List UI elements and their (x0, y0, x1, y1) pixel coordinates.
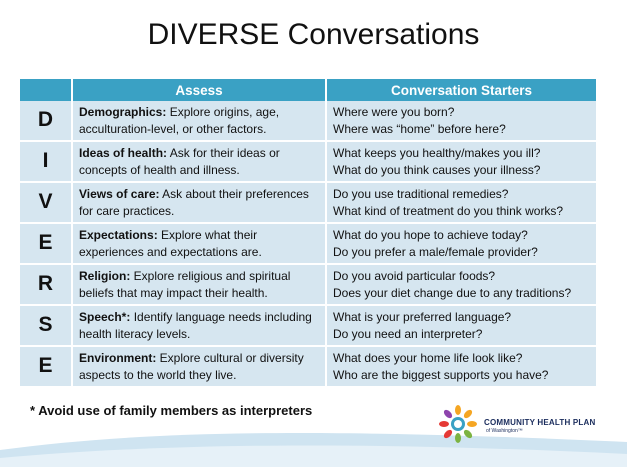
assess-label: Religion: (79, 269, 131, 283)
header-conversation-starters: Conversation Starters (326, 79, 596, 101)
starter-question-2: Do you need an interpreter? (333, 326, 483, 341)
assess-label: Views of care: (79, 187, 160, 201)
starters-cell (326, 101, 596, 141)
starter-question-2: Does your diet change due to any traditions? (333, 285, 572, 300)
table-row (20, 141, 596, 182)
starters-cell (326, 182, 596, 223)
header-assess: Assess (72, 79, 326, 101)
starter-question-1: What do you hope to achieve today? (333, 228, 528, 242)
diverse-table (20, 79, 596, 388)
starter-question-2: What kind of treatment do you think works? (333, 203, 564, 218)
starters-cell (326, 223, 596, 264)
starters-cell (326, 305, 596, 346)
starter-question-1: Do you use traditional remedies? (333, 187, 509, 201)
page-title: DIVERSE Conversations (147, 18, 480, 51)
assess-text: Identify language needs including health literacy levels. (79, 310, 312, 341)
assess-cell (72, 264, 326, 305)
assess-label: Demographics: (79, 105, 167, 119)
starter-question-2: Do you prefer a male/female provider? (333, 244, 538, 259)
starter-question-2: What do you think causes your illness? (333, 162, 541, 177)
community-health-plan-logo-icon (438, 404, 478, 444)
table-header-row (20, 79, 596, 101)
assess-label: Ideas of health: (79, 146, 168, 160)
logo-name: COMMUNITY HEALTH PLAN (484, 418, 596, 427)
assess-cell (72, 141, 326, 182)
assess-cell (72, 182, 326, 223)
assess-text: Explore origins, age, acculturation-level, or other factors. (79, 105, 280, 136)
starter-question-1: What keeps you healthy/makes you ill? (333, 146, 541, 160)
row-letter: V (20, 182, 72, 223)
starter-question-2: Who are the biggest supports you have? (333, 367, 549, 382)
table-row (20, 305, 596, 346)
table-row (20, 223, 596, 264)
row-letter: E (20, 346, 72, 387)
assess-label: Expectations: (79, 228, 158, 242)
starter-question-1: What is your preferred language? (333, 310, 512, 324)
assess-label: Speech*: (79, 310, 131, 324)
starters-cell (326, 141, 596, 182)
starter-question-2: Where was “home” before here? (333, 121, 506, 136)
row-letter: E (20, 223, 72, 264)
assess-text: Ask for their ideas or concepts of health and illness. (79, 146, 280, 177)
table-row (20, 182, 596, 223)
starter-question-1: What does your home life look like? (333, 351, 523, 365)
assess-text: Ask about their preferences for care practices. (79, 187, 309, 218)
footnote: * Avoid use of family members as interpreters (30, 403, 313, 418)
table-row (20, 264, 596, 305)
header-letter (20, 79, 72, 101)
row-letter: I (20, 141, 72, 182)
logo-subtitle: of Washington™ (486, 428, 523, 434)
starters-cell (326, 346, 596, 387)
assess-cell (72, 346, 326, 387)
assess-cell (72, 305, 326, 346)
starter-question-1: Do you avoid particular foods? (333, 269, 496, 283)
row-letter: S (20, 305, 72, 346)
assess-text: Explore religious and spiritual beliefs that may impact their health. (79, 269, 291, 300)
starters-cell (326, 264, 596, 305)
assess-cell (72, 101, 326, 141)
table-row (20, 346, 596, 387)
row-letter: D (20, 101, 72, 141)
assess-text: Explore cultural or diversity aspects to the world they live. (79, 351, 304, 382)
assess-cell (72, 223, 326, 264)
assess-label: Environment: (79, 351, 157, 365)
starter-question-1: Where were you born? (333, 105, 455, 119)
decorative-wave (0, 420, 627, 467)
assess-text: Explore what their experiences and expectations are. (79, 228, 262, 259)
row-letter: R (20, 264, 72, 305)
table-row (20, 101, 596, 141)
